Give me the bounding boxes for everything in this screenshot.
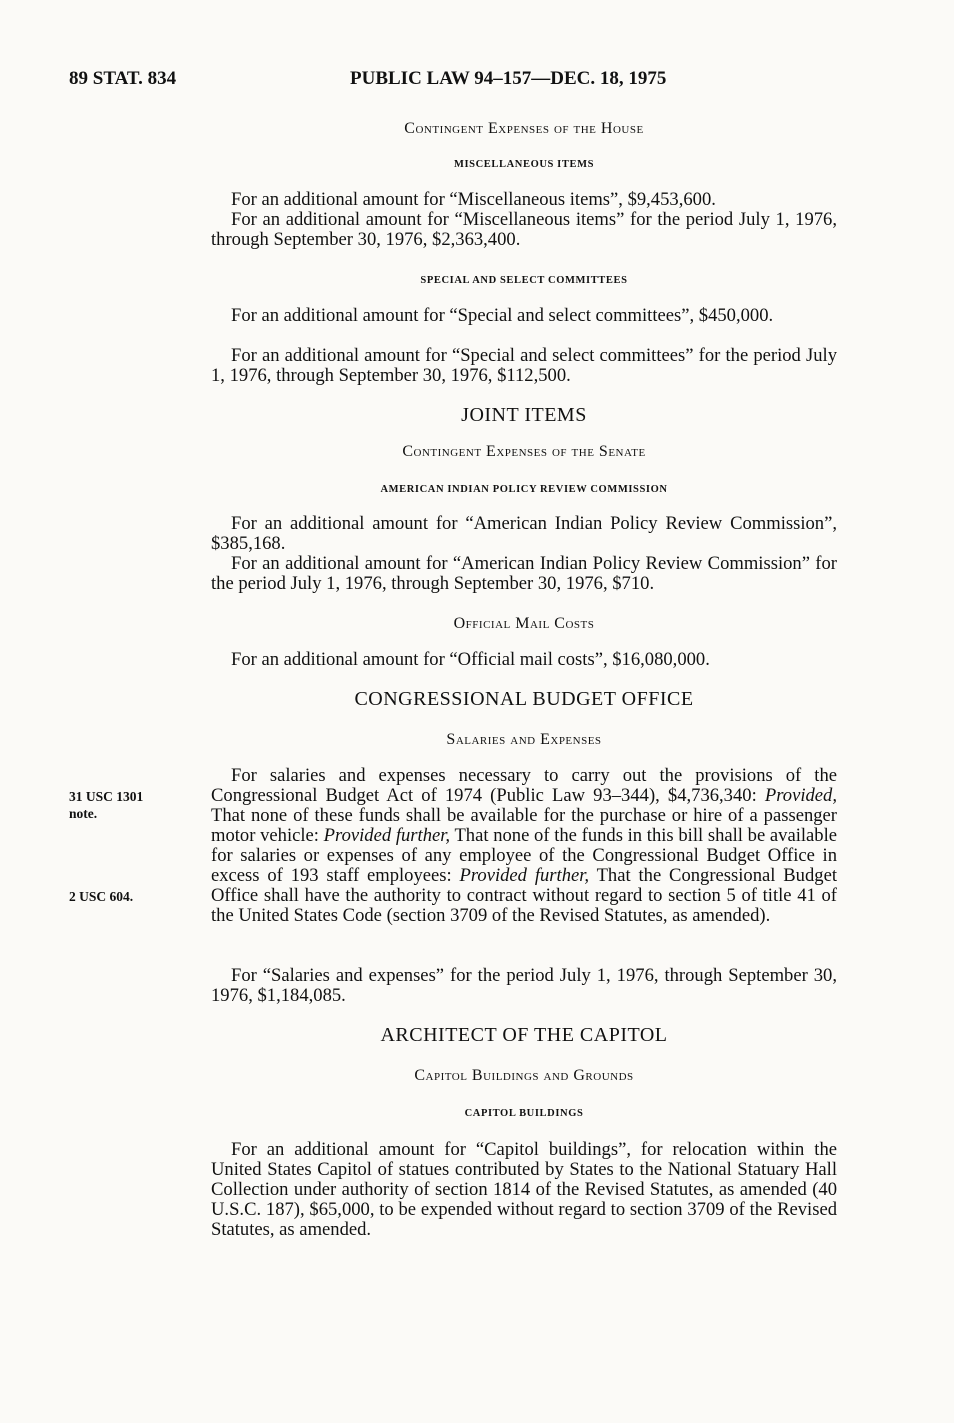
margin-note-2usc: 2 USC 604. [69, 889, 134, 904]
heading-official-mail: Official Mail Costs [453, 615, 595, 632]
heading-capitol-buildings-grounds: Capitol Buildings and Grounds [414, 1067, 634, 1084]
heading-special-select: SPECIAL AND SELECT COMMITTEES [420, 275, 628, 286]
heading-joint-items: JOINT ITEMS [461, 404, 587, 426]
margin-note-31usc-line1: 31 USC 1301 [69, 789, 144, 804]
heading-contingent-house: Contingent Expenses of the House [404, 120, 644, 137]
page-running-header: PUBLIC LAW 94–157—DEC. 18, 1975 [350, 68, 667, 89]
heading-salaries-expenses: Salaries and Expenses [446, 731, 602, 748]
heading-misc-items: MISCELLANEOUS ITEMS [453, 159, 595, 170]
para-special-2: For an additional amount for “Special and select committees” for the period July 1, 1976, through September 30, 1976, $112,500. [211, 345, 837, 386]
cbo-provided-2: Provided further, [323, 825, 451, 846]
para-mail: For an additional amount for “Official mail costs”, $16,080,000. [231, 649, 710, 670]
cbo-text-d: That the Congressional Budget Office shall have the authority to contract without regard to section 5 of title 41 of the United States Code (section 3709 of the Revised Statutes, as amended). [211, 865, 837, 926]
para-aipr-2: For an additional amount for “American Indian Policy Review Commission” for the period July 1, 1976, through September 30, 1976, $710. [211, 553, 837, 594]
margin-note-31usc [69, 788, 143, 822]
heading-contingent-senate: Contingent Expenses of the Senate [402, 443, 646, 460]
para-capitol: For an additional amount for “Capitol buildings”, for relocation within the United States Capitol of statues contributed by States to the National Statuary Hall Collection under authority of section 1814 of the Revised Statutes, as amended (40 U.S.C. 187), $65,000, to be expended without regard to section 3709 of the Revised Statutes, as amended. [211, 1139, 837, 1240]
heading-capitol-buildings: CAPITOL BUILDINGS [464, 1108, 584, 1119]
heading-architect: ARCHITECT OF THE CAPITOL [380, 1024, 668, 1046]
para-cbo-2: For “Salaries and expenses” for the period July 1, 1976, through September 30, 1976, $1,184,085. [211, 965, 837, 1006]
cbo-text-a: For salaries and expenses necessary to carry out the provisions of the Congressional Budget Act of 1974 (Public Law 93–344), $4,736,340: [211, 765, 837, 806]
heading-aipr-commission: AMERICAN INDIAN POLICY REVIEW COMMISSION [380, 484, 668, 495]
cbo-text-c: That none of the funds in this bill shall be available for salaries or expenses of any employee of the Congressional Budget Office in excess of 193 staff employees: [211, 825, 838, 886]
cbo-text-b: That none of these funds shall be available for the purchase or hire of a passenger motor vehicle: [211, 805, 837, 846]
para-aipr-1: For an additional amount for “American Indian Policy Review Commission”, $385,168. [211, 513, 837, 554]
para-special-1: For an additional amount for “Special and select committees”, $450,000. [231, 305, 774, 326]
margin-note-31usc-line2: note. [69, 806, 98, 821]
page-stat-number: 89 STAT. 834 [69, 68, 177, 89]
para-misc-2: For an additional amount for “Miscellaneous items” for the period July 1, 1976, through September 30, 1976, $2,363,400. [211, 209, 837, 250]
cbo-provided-1: Provided, [764, 785, 837, 806]
heading-cbo: CONGRESSIONAL BUDGET OFFICE [354, 688, 694, 710]
para-misc-1: For an additional amount for “Miscellaneous items”, $9,453,600. [231, 189, 716, 210]
cbo-provided-3: Provided further, [459, 865, 590, 886]
para-cbo-1 [211, 766, 837, 926]
